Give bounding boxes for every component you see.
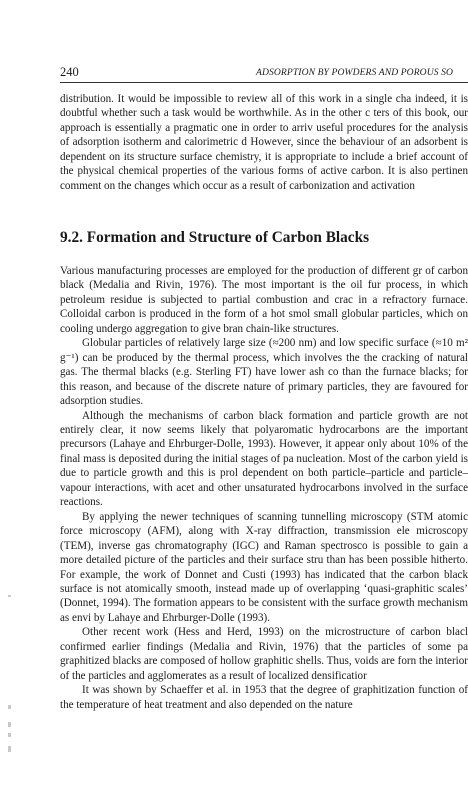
body-paragraph: It was shown by Schaeffer et al. in 1953 that the degree of graphitization function of the temperature of heat treatment and also depended on the nature — [60, 684, 468, 711]
margin-speck — [8, 722, 11, 727]
section-heading: 9.2. Formation and Structure of Carbon Blacks — [60, 229, 370, 246]
margin-speck — [8, 595, 11, 597]
body-paragraph: Various manufacturing processes are employed for the production of different gr of carbon black (Medalia and Rivin, 1976). The most important is the oil fur process, in which petroleum residue is subjected to partial combustion and crac in a refractory furnace. Colloidal carbon is produced in the form of a hot smol small globular particles, which on cooling undergo aggregation to give bran chain-like structures. — [60, 265, 468, 335]
body-paragraph: By applying the newer techniques of scanning tunnelling microscopy (STM atomic force microscopy (AFM), along with X-ray diffraction, transmission ele microscopy (TEM), inverse gas chromatography (IGC) and Raman spectrosco is possible to gain a more detailed picture of the particles and their surface stru than has been possible hitherto. For example, the work of Donnet and Custi (1993) has indicated that the carbon black surface is not atomically smooth, instead made up of overlapping ‘quasi-graphitic scales’ (Donnet, 1994). The formation appears to be consistent with the surface growth mechanism as envi by Lahaye and Ehrburger-Dolle (1993). — [60, 510, 468, 624]
page-number: 240 — [60, 65, 79, 79]
body-paragraph: Globular particles of relatively large size (≈200 nm) and low specific surface (≈10 m² g⁻¹) can be produced by the thermal process, which involves the the cracking of natural gas. The thermal blacks (e.g. Sterling FT) have lower ash co than the furnace blacks; for this reason, and because of the discrete nature of primary particles, they are favoured for adsorption studies. — [60, 337, 468, 408]
page-header — [60, 64, 468, 83]
body-paragraph: Other recent work (Hess and Herd, 1993) on the microstructure of carbon blacl confirmed earlier findings (Medalia and Rivin, 1976) that the particles of some pa graphitized blacks are composed of hollow graphitic shells. Thus, voids are forn the interior of the particles and agglomerates as a result of localized densificatior — [60, 626, 468, 682]
margin-speck — [8, 746, 11, 752]
body-paragraph: Although the mechanisms of carbon black formation and particle growth are not entirely clear, it now seems likely that polyaromatic hydrocarbons are the important precursors (Lahaye and Ehrburger-Dolle, 1993). However, it appear only about 10% of the final mass is deposited during the initial stages of pa nucleation. Most of the carbon yield is due to particle growth and this is prol dependent on both particle–particle and particle–vapour interactions, with acet and other unsaturated hydrocarbons involved in the surface reactions. — [60, 409, 468, 509]
intro-paragraph: distribution. It would be impossible to review all of this work in a single cha indeed, it is doubtful whether such a task would be worthwhile. As in the other c ters of this book, our approach is essentially a pragmatic one in order to arriv useful procedures for the analysis of adsorption isotherm and calorimetric d However, since the behaviour of an adsorbent is dependent on its structure surface chemistry, it is appropriate to include a brief account of the physical chemical properties of the various forms of active carbon. It is also pertinen comment on the changes which occur as a result of carbonization and activation — [60, 93, 468, 192]
section-body — [60, 264, 468, 712]
margin-speck — [8, 733, 11, 737]
margin-speck — [8, 705, 11, 709]
running-head: ADSORPTION BY POWDERS AND POROUS SO — [256, 67, 454, 78]
intro-text-block — [60, 92, 468, 193]
